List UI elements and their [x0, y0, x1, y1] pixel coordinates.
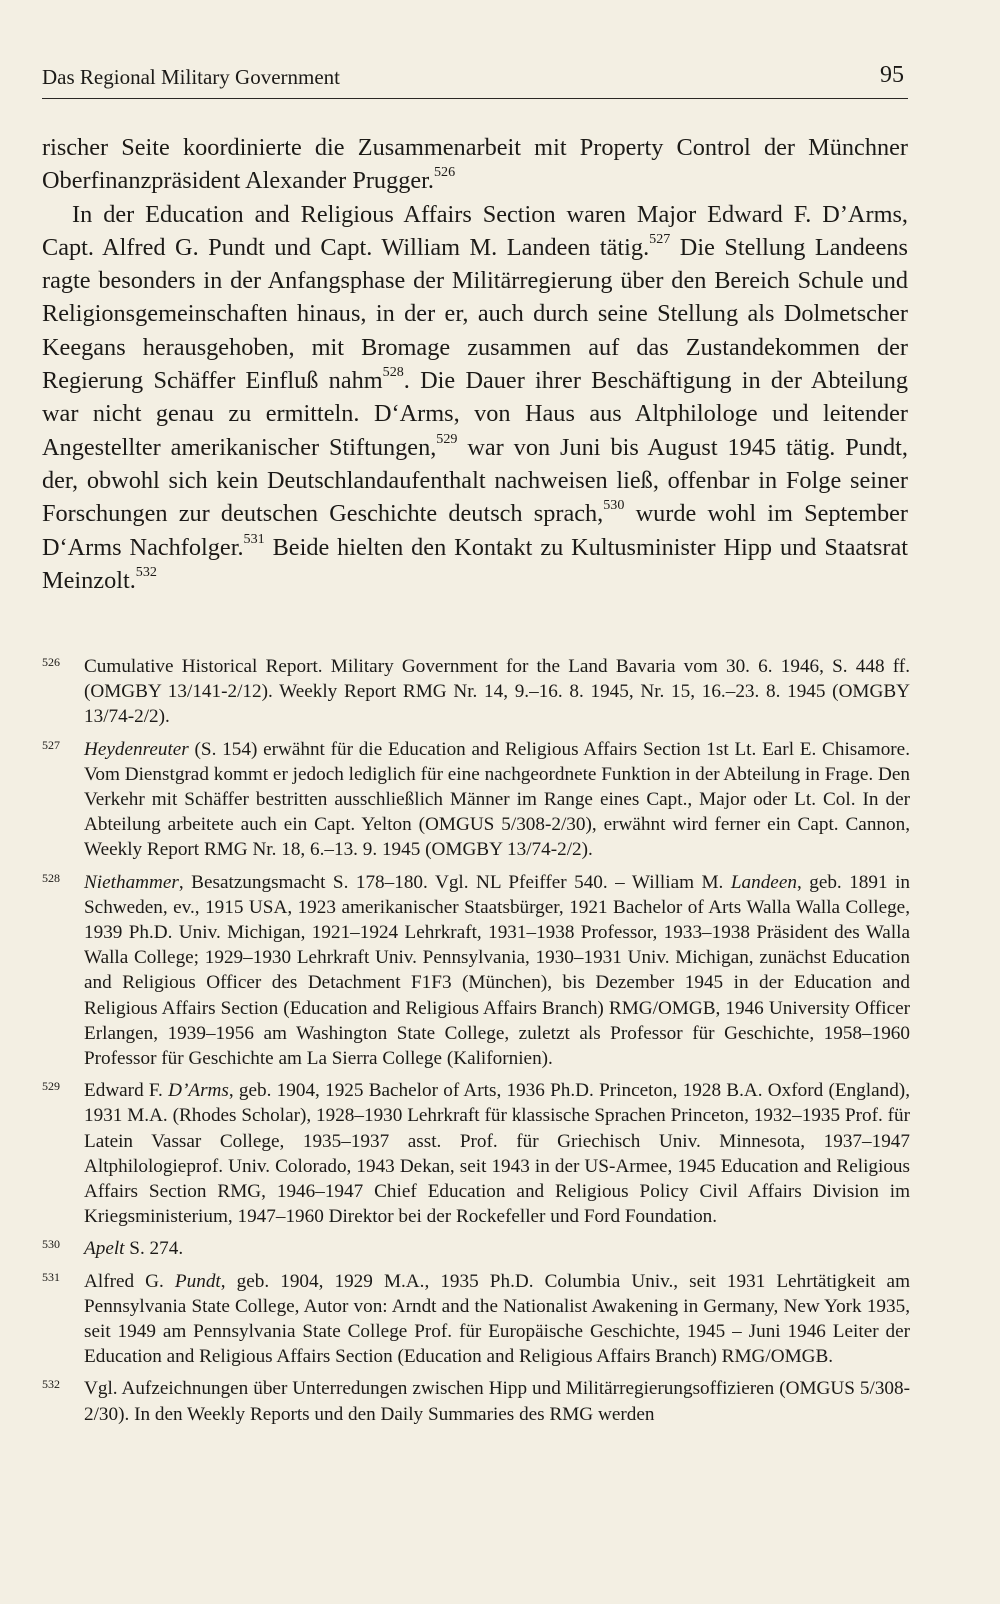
paragraph-2: [42, 198, 908, 598]
footnote-ref-532[interactable]: 532: [135, 563, 157, 580]
person-name: Pundt: [174, 1270, 221, 1292]
footnote-text: , geb. 1891 in Schweden, ev., 1915 USA, 1923 amerikanischer Staatsbürger, 1921 Bachelor of Arts Walla Walla College, 1939 Ph.D. Univ. Michigan, 1921–1924 Lehrkraft, 1931–1938 Professor, 1933–1938 Präsident des Walla Walla College; 1929–1930 Lehrkraft Univ. Pennsylvania, 1930–1931 Univ. Michigan, zunächst Education and Religious Officer des Detachment F1F3 (München), bis Dezember 1945 in der Education and Religious Affairs Section (Education and Religious Affairs Branch) RMG/OMGB, 1946 University Officer Erlangen, 1939–1956 am Washington State College, zuletzt als Professor für Geschichte, 1958–1960 Professor für Geschichte am La Sierra College (Kalifornien).: [84, 871, 910, 1070]
paragraph-1: [42, 131, 908, 198]
footnote-ref-526[interactable]: 526: [434, 164, 456, 181]
footnote-text: (S. 154) erwähnt für die Education and Religious Affairs Section 1st Lt. Earl E. Chisamore. Vom Dienstgrad kommt er jedoch lediglich für eine nachgeordnete Funktion in der Abteilung in Frage. Den Verkehr mit Schäffer bestritten ausschließlich Männer im Range eines Capt., Major oder Lt. Col. In der Abteilung arbeitete auch ein Capt. Yelton (OMGUS 5/308-2/30), erwähnt wird ferner ein Capt. Cannon, Weekly Report RMG Nr. 18, 6.–13. 9. 1945 (OMGBY 13/74-2/2).: [84, 738, 910, 861]
main-text: [42, 131, 908, 597]
footnote-text: , geb. 1904, 1925 Bachelor of Arts, 1936 Ph.D. Princeton, 1928 B.A. Oxford (England), 1931 M.A. (Rhodes Scholar), 1928–1930 Lehrkraft für klassische Sprachen Princeton, 1932–1935 Prof. für Latein Vassar College, 1935–1937 asst. Prof. für Griechisch Univ. Minnesota, 1937–1947 Altphilologieprof. Univ. Colorado, 1943 Dekan, seit 1943 in der US-Armee, 1945 Education and Religious Affairs Section RMG, 1946–1947 Chief Education and Religious Policy Civil Affairs Division im Kriegsministerium, 1947–1960 Direktor bei der Rockefeller und Ford Foundation.: [84, 1080, 910, 1228]
footnote-text: Cumulative Historical Report. Military Government for the Land Bavaria vom 30. 6. 1946, S. 448 ff. (OMGBY 13/141-2/12). Weekly Report RMG Nr. 14, 9.–16. 8. 1945, Nr. 15, 16.–23. 8. 1945 (OMGBY 13/74-2/2).: [84, 656, 910, 728]
footnote-532: [42, 1376, 910, 1426]
text-run: war von Juni bis August 1945 tätig. Pundt, der, obwohl sich kein Deutschlandaufenthalt nachweisen ließ, offenbar in Folge seiner Forschungen zur deutschen Geschichte deutsch sprach,: [42, 433, 908, 528]
footnote-number: 531: [42, 1269, 60, 1284]
footnote-number: 527: [42, 737, 60, 752]
page-number: 95: [880, 62, 904, 88]
footnote-text: Edward F.: [84, 1080, 169, 1102]
footnote-text: S. 274.: [124, 1238, 184, 1260]
text-run: rischer Seite koordinierte die Zusammenarbeit mit Property Control der Münchner Oberfinanzpräsident Alexander Prugger.: [42, 134, 908, 195]
footnote-526: [42, 654, 910, 730]
footnote-ref-531[interactable]: 531: [243, 530, 265, 547]
footnote-531: [42, 1269, 910, 1370]
footnotes: [42, 654, 910, 1434]
person-name: D’Arms: [168, 1080, 229, 1102]
text-run: . Die Dauer ihrer Beschäftigung in der Abteilung war nicht genau zu ermitteln. D‘Arms, von Haus aus Altphilologe und leitender Angestellter amerikanischer Stiftungen,: [42, 367, 909, 461]
footnote-ref-527[interactable]: 527: [649, 230, 671, 247]
text-run: In der Education and Religious Affairs Section waren Major Edward F. D’Arms, Capt. Alfred G. Pundt und Capt. William M. Landeen tätig.: [42, 200, 908, 261]
author-name: Heydenreuter: [84, 738, 189, 760]
person-name: Landeen: [730, 871, 797, 893]
footnote-number: 532: [42, 1377, 60, 1392]
footnote-ref-530[interactable]: 530: [603, 497, 625, 514]
footnote-number: 528: [42, 870, 60, 885]
footnote-527: [42, 737, 910, 863]
footnote-ref-529[interactable]: 529: [436, 430, 458, 447]
footnote-529: [42, 1078, 910, 1229]
text-run: Die Stellung Landeens ragte besonders in der Anfangsphase der Militärregierung über den Bereich Schule und Religionsgemeinschaften hinaus, in der er, auch durch seine Stellung als Dolmetscher Keegans herausgehoben, mit Bromage zusammen auf das Zustandekommen der Regierung Schäffer Einfluß nahm: [42, 233, 908, 395]
footnote-530: [42, 1236, 910, 1261]
footnote-text: Vgl. Aufzeichnungen über Unterredungen zwischen Hipp und Militärregierungsoffizieren (OMGUS 5/308-2/30). In den Weekly Reports und den Daily Summaries des RMG werden: [84, 1378, 910, 1425]
footnote-number: 530: [42, 1237, 60, 1252]
author-name: Apelt: [84, 1238, 125, 1260]
footnote-text: , geb. 1904, 1929 M.A., 1935 Ph.D. Columbia Univ., seit 1931 Lehrtätigkeit am Pennsylvania State College, Autor von: Arndt and the Nationalist Awakening in Germany, New York 1935, seit 1949 am Pennsylvania State College Prof. für Europäische Geschichte, 1945 – Juni 1946 Leiter der Education and Religious Affairs Section (Education and Religious Affairs Branch) RMG/OMGB.: [84, 1270, 910, 1368]
footnote-text: , Besatzungsmacht S. 178–180. Vgl. NL Pfeiffer 540. – William M.: [178, 871, 731, 893]
footnote-528: [42, 870, 910, 1072]
page-header: [42, 62, 908, 99]
text-run: wurde wohl im September D‘Arms Nachfolger.: [42, 500, 908, 561]
footnote-number: 526: [42, 655, 60, 669]
footnote-text: Alfred G.: [84, 1270, 175, 1292]
text-run: Beide hielten den Kontakt zu Kultusminister Hipp und Staatsrat Meinzolt.: [42, 533, 908, 594]
running-head: Das Regional Military Government: [42, 65, 341, 89]
footnote-number: 529: [42, 1079, 60, 1094]
footnote-ref-528[interactable]: 528: [382, 364, 404, 381]
author-name: Niethammer: [84, 871, 179, 893]
